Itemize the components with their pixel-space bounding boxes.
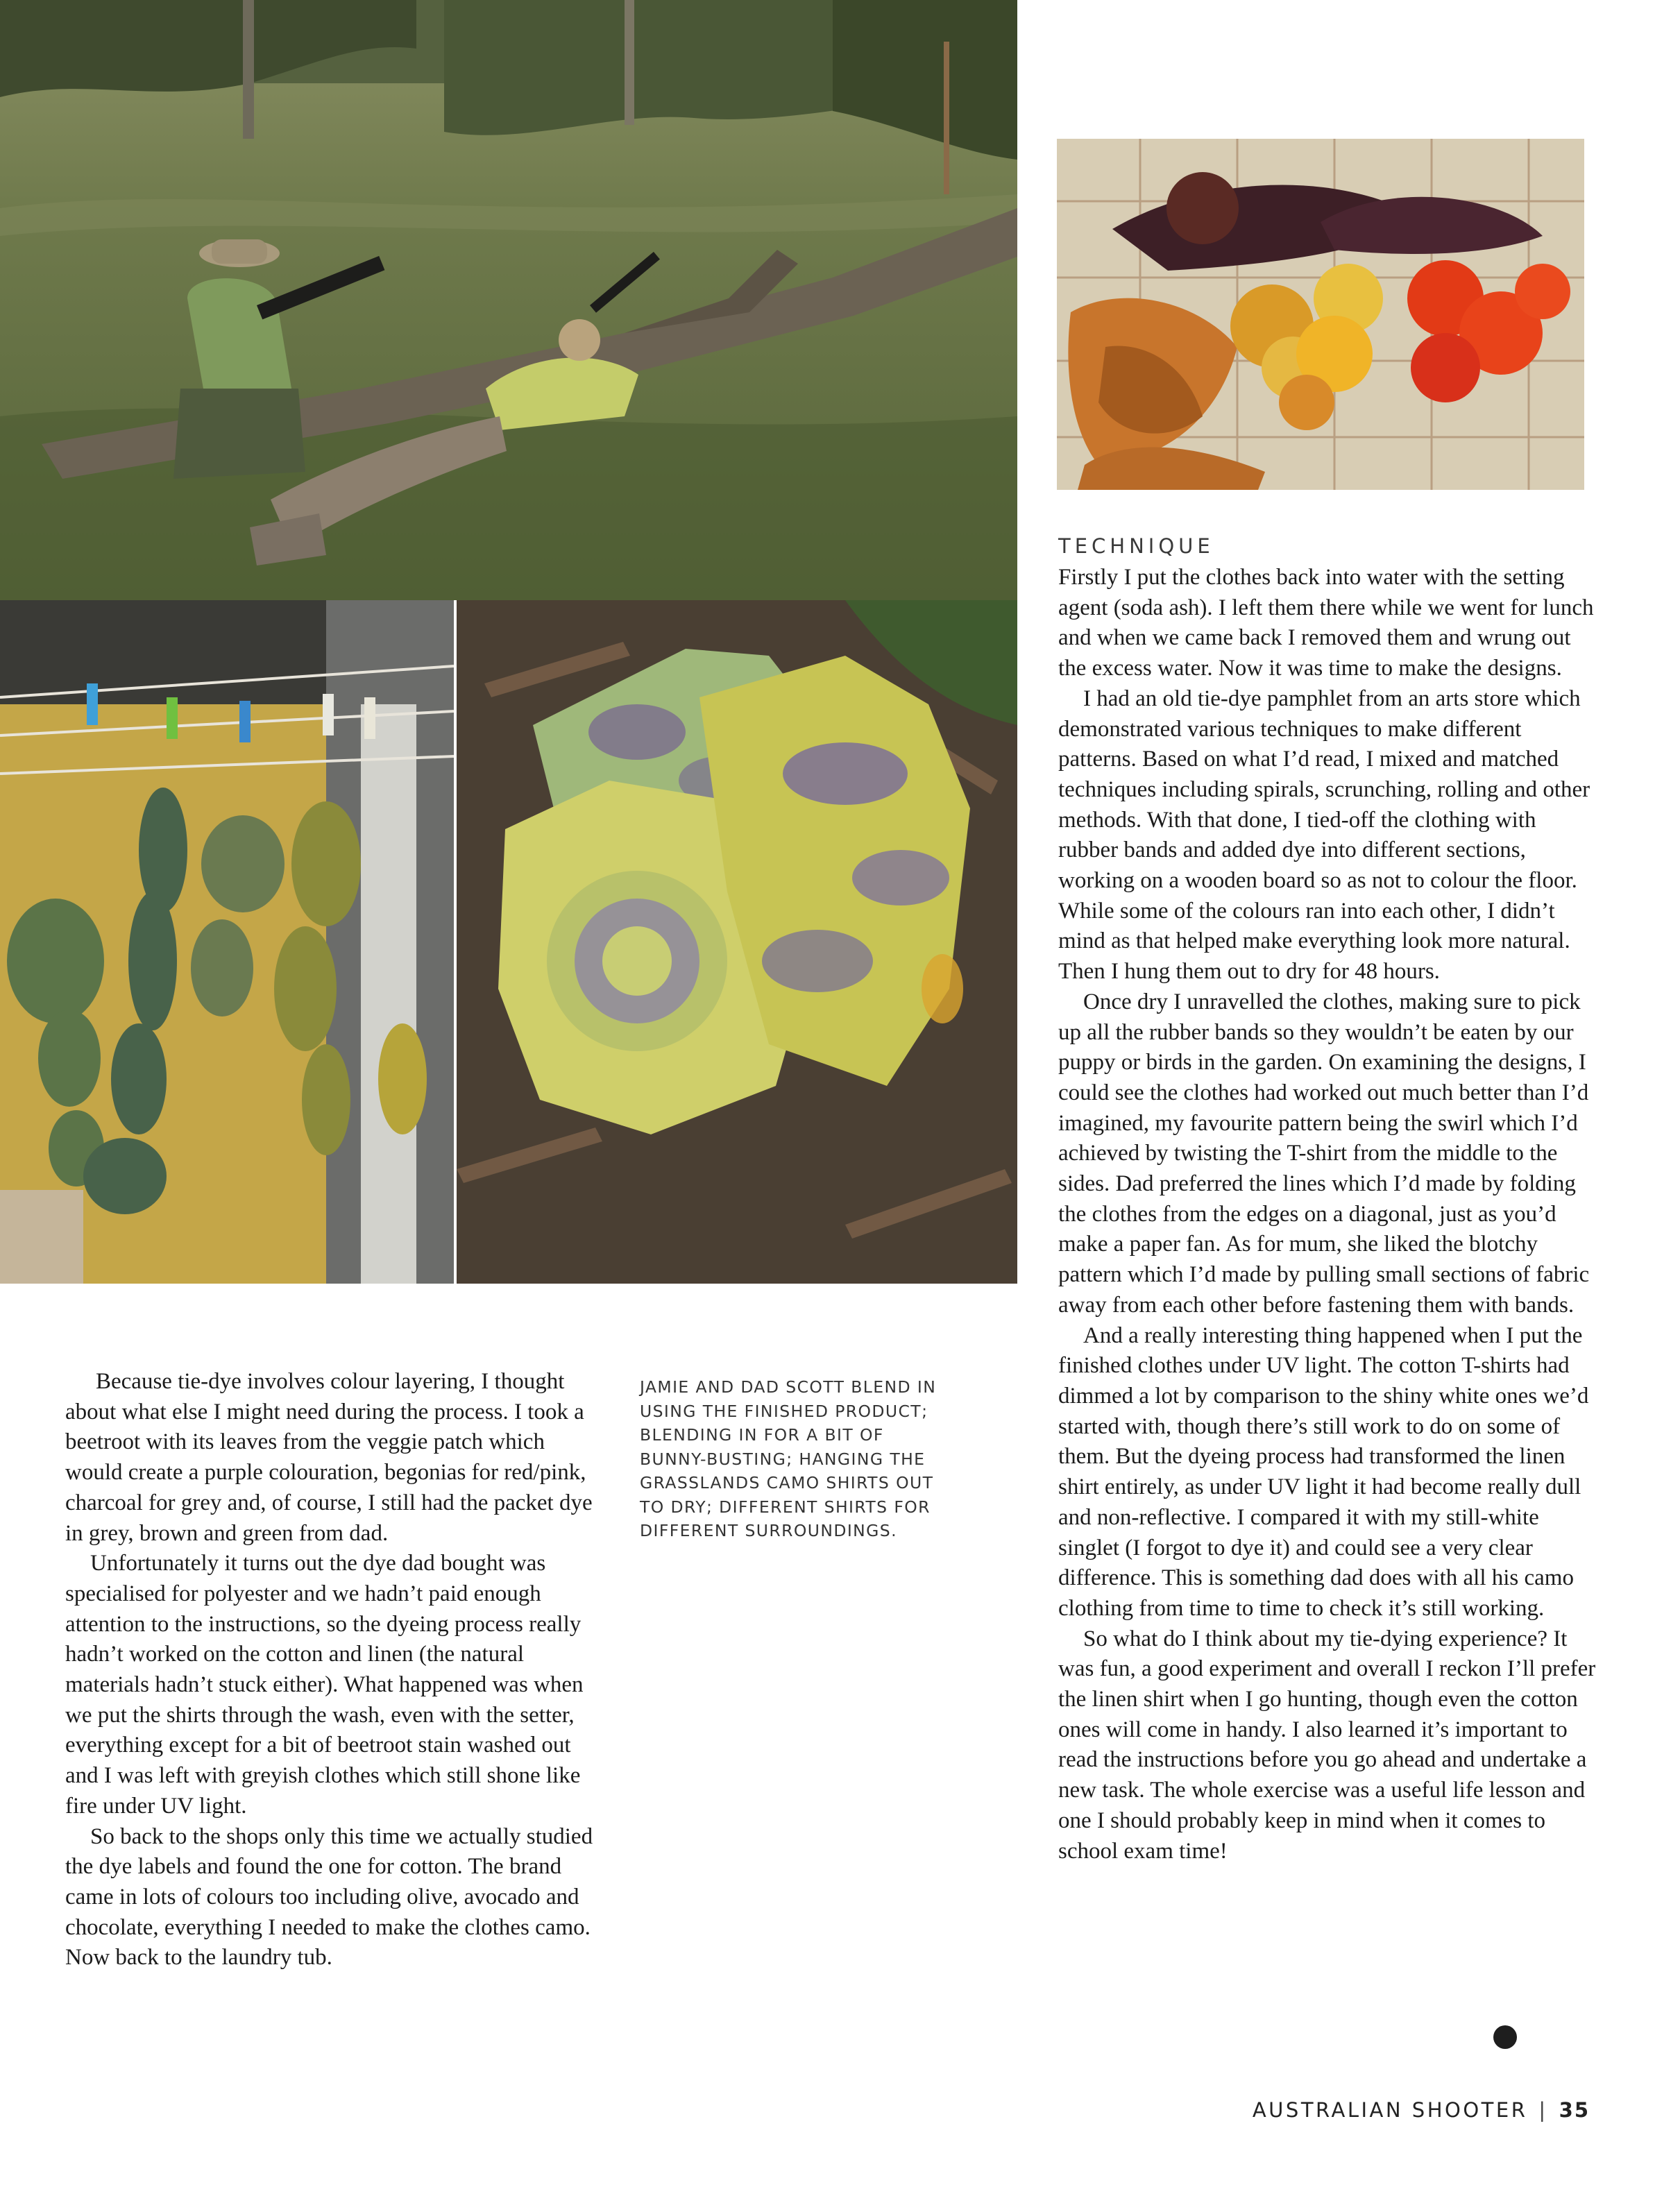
- right-paragraph-3: Once dry I unravelled the clothes, making sure to pick up all the rubber bands so they wouldn’t be eaten by our puppy or birds in the garden. On examining the designs, I could see the clothes had worked out much better than I’d imagined, my favourite pattern being the swirl which I’d achieved by twisting the T-shirt from the middle to the sides. Dad preferred the lines which I’d made by folding the clothes from the edges on a diagonal, just as you’d make a paper fan. As for mum, she liked the blotchy pattern which I’d made by pulling small sections of fabric away from each other before fastening them with bands.: [1058, 989, 1590, 1318]
- footer-separator: |: [1538, 2098, 1548, 2122]
- section-heading-technique: TECHNIQUE: [1058, 534, 1214, 558]
- photo-drying-bundles: [0, 600, 454, 1284]
- photo-hunters-in-field: [0, 0, 1017, 600]
- photo-finished-shirts: [457, 600, 1017, 1284]
- page-footer: [1253, 2098, 1590, 2122]
- photo-dye-ingredients: [1057, 139, 1584, 490]
- left-paragraph-2: Unfortunately it turns out the dye dad bought was specialised for polyester and we hadn’t paid enough attention to the instructions, so the dyeing process really hadn’t worked on the cotton and linen (the natural materials hadn’t stuck either). What happened was when we put the shirts through the wash, even with the setter, everything except for a bit of beetroot stain washed out and I was left with greyish clothes which still shone like fire under UV light.: [65, 1551, 584, 1819]
- end-of-article-dot: [1493, 2025, 1517, 2049]
- right-paragraph-2: I had an old tie-dye pamphlet from an arts store which demonstrated various techniques to make different patterns. Based on what I’d read, I mixed and matched techniques including spirals, scrunching, rolling and other methods. With that done, I tied-off the clothing with rubber bands and added dye into different sections, working on a wooden board so as not to colour the floor. While some of the colours ran into each other, I didn’t mind as that helped make everything look more natural. Then I hung them out to dry for 48 hours.: [1058, 686, 1590, 985]
- left-paragraph-1: Because tie-dye involves colour layering, I thought about what else I might need during the process. I took a beetroot with its leaves from the veggie patch which would create a purple colouration, begonias for red/pink, charcoal for grey and, of course, I still had the packet dye in grey, brown and green from dad.: [65, 1369, 593, 1546]
- right-paragraph-1: Firstly I put the clothes back into water with the setting agent (soda ash). I left them there while we went for lunch and when we came back I removed them and wrung out the excess water. Now it was time to make the designs.: [1058, 565, 1594, 681]
- left-paragraph-3: So back to the shops only this time we actually studied the dye labels and found the one for cotton. The brand came in lots of colours too including olive, avocado and chocolate, everything I needed to make the clothes camo. Now back to the laundry tub.: [65, 1823, 593, 1971]
- publication-name: AUSTRALIAN SHOOTER: [1252, 2098, 1528, 2122]
- right-column: [1058, 563, 1598, 1866]
- photo-caption: JAMIE AND DAD SCOTT BLEND IN USING THE FINISHED PRODUCT; BLENDING IN FOR A BIT OF BUNNY-BUSTING; HANGING THE GRASSLANDS CAMO SHIRTS OUT TO DRY; DIFFERENT SHIRTS FOR DIFFERENT SURROUNDINGS.: [640, 1377, 937, 1540]
- right-paragraph-5: So what do I think about my tie-dying experience? It was fun, a good experiment and overall I reckon I’ll prefer the linen shirt when I go hunting, though even the cotton ones will come in handy. I also learned it’s important to read the instructions before you go ahead and undertake a new task. The whole exercise was a useful life lesson and one I should probably keep in mind when it comes to school exam time!: [1058, 1626, 1596, 1864]
- page-number: 35: [1559, 2098, 1590, 2122]
- right-paragraph-4: And a really interesting thing happened when I put the finished clothes under UV light. The cotton T-shirts had dimmed a lot by comparison to the shiny white ones we’d started with, though there’s still work to do on some of them. But the dyeing process had transformed the linen shirt entirely, as under UV light it had become really dull and non-reflective. I compared it with my still-white singlet (I forgot to dye it) and could see a very clear difference. This is something dad does with all his camo clothing from time to time to check it’s still working.: [1058, 1322, 1589, 1621]
- left-column: [65, 1367, 598, 1973]
